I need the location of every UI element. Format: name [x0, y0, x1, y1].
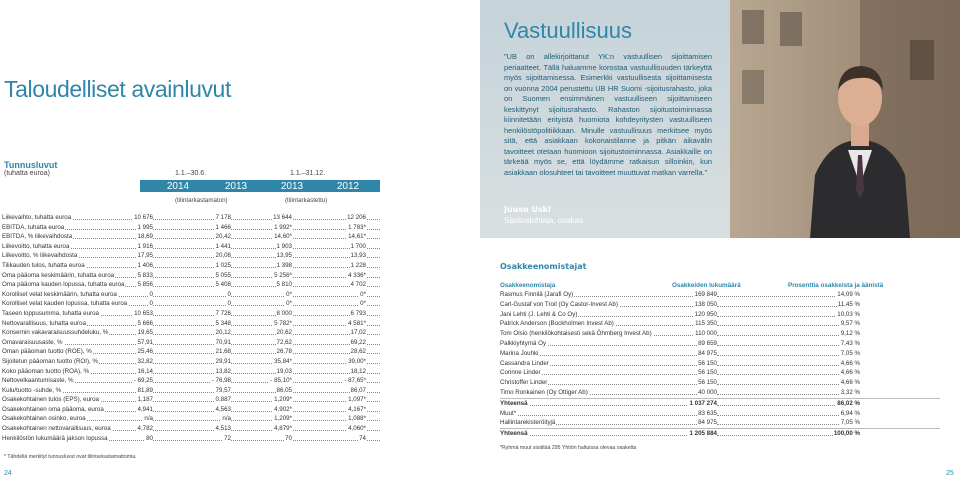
audit-label-2: (tilintarkastettu) [285, 197, 328, 204]
owner-row [500, 378, 940, 388]
key-figure-row [0, 347, 380, 357]
row-value: 20,62 [276, 329, 292, 337]
key-figure-row [0, 405, 380, 415]
dotted-leader [717, 365, 857, 366]
owner-name: Rasmus Finnilä (Jarafi Oy) [500, 291, 574, 298]
dotted-leader [717, 355, 857, 356]
row-value: 19,65 [137, 329, 153, 337]
row-value: 69,22 [350, 338, 366, 346]
owner-percent: 7,05 % [840, 349, 860, 357]
row-value: 18,12 [350, 367, 366, 375]
key-figure-row [0, 261, 380, 271]
row-label: Osakekohtainen oma pääoma, euroa [2, 405, 104, 413]
row-value: 8 000 [276, 309, 292, 317]
owner-shares: 1 037 274 [689, 399, 717, 407]
row-value: 1 995 [137, 223, 153, 231]
owner-percent: 4,66 % [840, 359, 860, 367]
page-number-left: 24 [4, 470, 12, 477]
page-number-right: 25 [946, 470, 954, 477]
owner-shares: 56 150 [698, 359, 717, 367]
row-value: 18,69 [137, 233, 153, 241]
section-title-right: Vastuullisuus [504, 18, 632, 43]
owner-shares: 120 950 [694, 310, 717, 318]
row-label: Osakekohtainen osinko, euroa [2, 415, 86, 423]
row-value: 29,91 [215, 357, 231, 365]
row-label: Konsernin vakavaraisuussuhdeluku, % [2, 329, 109, 337]
owner-row [500, 329, 940, 339]
owner-name: Tom Olsio (henkilökohtaisesti sekä Öhmberg Invest Ab) [500, 330, 652, 338]
key-figure-row [0, 367, 380, 377]
row-label: Nettovarallisuus, tuhatta euroa [2, 319, 86, 327]
row-value: 6 793 [350, 309, 366, 317]
caption-role: Sijoitusjohtaja, osakas [504, 216, 584, 225]
key-figure-row [0, 232, 380, 242]
row-value: 4,513 [215, 425, 231, 433]
owners-note: *Ryhmä muut sisältää 295 Yhtiön haltuissa olevaa osaketta [500, 445, 637, 451]
owner-row [500, 398, 940, 409]
row-value: 0 [149, 300, 153, 308]
row-label: Liikevoitto, % liikevaihdosta [2, 252, 78, 260]
row-value: n/a [222, 415, 231, 423]
row-value: - 76,98 [211, 377, 231, 385]
row-label: Oma pääoma keskimäärin, tuhatta euroa [2, 271, 115, 279]
year-2013a: 2013 [224, 181, 248, 192]
owner-name: Hallintarekisteröityjä [500, 419, 556, 427]
row-value: 5 666 [137, 319, 153, 327]
dotted-leader [717, 424, 857, 425]
row-value: 13 644 [273, 214, 292, 221]
row-value: 0 [149, 290, 153, 298]
year-2012: 2012 [336, 181, 360, 192]
page-title: Taloudelliset avainluvut [4, 76, 231, 102]
row-value: 39,00* [348, 357, 366, 365]
owner-name: Timo Ronkainen (Oy Ottiger Ab) [500, 388, 588, 396]
owner-shares: 83 635 [698, 409, 717, 417]
row-value: 17,95 [137, 252, 153, 260]
row-value: 0* [360, 290, 366, 298]
row-value: 1,097* [348, 396, 366, 404]
owner-row [500, 349, 940, 359]
row-label: Kulu/tuotto -suhde, % [2, 386, 62, 394]
row-value: 5 256* [274, 271, 292, 279]
key-figure-row [0, 251, 380, 261]
owner-percent: 14,09 % [837, 291, 860, 298]
owner-shares: 1 205 884 [689, 430, 717, 438]
row-value: 20,08 [215, 252, 231, 260]
owner-shares: 89 659 [698, 339, 717, 347]
row-label: Liikevoitto, tuhatta euroa [2, 242, 70, 250]
row-value: 0* [360, 300, 366, 308]
audit-label-1: (tilintarkastamaton) [175, 197, 228, 204]
owner-row [500, 290, 940, 300]
row-label: Liikevaihto, tuhatta euroa [2, 214, 72, 221]
year-2014: 2014 [166, 181, 190, 192]
owner-name: Patrick Anderson (Bockholmen Invest Ab) [500, 320, 614, 328]
owners-header-pct: Prosenttia osakkeista ja äänistä [788, 282, 884, 289]
key-figures-table [0, 213, 380, 443]
owner-row [500, 339, 940, 349]
row-value: 4,902* [274, 405, 292, 413]
dotted-leader [500, 435, 715, 436]
dotted-leader [500, 405, 715, 406]
owner-name: Cassandra Linder [500, 359, 549, 367]
row-value: 19,03 [276, 367, 292, 375]
owner-row [500, 319, 940, 329]
quote-text: "UB on allekirjoittanut YK:n vastuullisen sijoittamisen periaatteet. Tällä haluamme korostaa vastuullisuuden tärkeyttä myös sijoittamisessa. Esimerkki vastuullisesta sijoittamisesta on vuonna 2004 perustettu UB HR Suomi -sijoitusrahasto, joka on Suomen ensimmäinen vastuulliseen sijoittamiseen keskittynyt sijoitusrahasto. Rahaston sijoitustoiminnassa kiinnitetään erityistä huomiota kohdeyritysten vastuulliseen henkilöstöpolitiikkaan. Minulle vastuullisuus merkitsee myös sitä, että asiakkaan kokonaistilanne ja pitkän aikavälin tavoitteet otetaan huomioon sijoitustoiminnassa. Asiakkaille on tärkeää myös se, että löydämme ratkaisun silloinkin, kun asiakkaan olosuhteet tai tavoitteet muuttuvat matkan varrella." [504, 52, 712, 177]
owner-name: Yhteensä [500, 430, 528, 438]
section-subtitle: (tuhatta euroa) [4, 170, 50, 177]
row-value: 5 810 [276, 281, 292, 289]
key-figure-row [0, 338, 380, 348]
key-figure-row [0, 357, 380, 367]
row-value: 28,62 [350, 348, 366, 356]
row-value: - 87,65* [344, 377, 366, 385]
footnote: * Tähdellä merkityt tunnusluvut ovat tilintarkastamattomia. [4, 454, 137, 460]
row-value: 1 228 [350, 261, 366, 269]
row-value: 80 [146, 434, 153, 442]
owner-shares: 40 000 [698, 388, 717, 396]
owner-row [500, 359, 940, 369]
row-value: 72 [224, 434, 231, 442]
row-value: 16,14 [137, 367, 153, 375]
row-value: 1 466 [215, 223, 231, 231]
row-value: 0 [227, 300, 231, 308]
dotted-leader [717, 345, 857, 346]
owner-percent: 86,02 % [837, 399, 860, 407]
owner-row [500, 310, 940, 320]
owner-shares: 56 150 [698, 379, 717, 387]
row-value: 4,167* [348, 405, 366, 413]
row-value: 5 348 [215, 319, 231, 327]
key-figure-row [0, 319, 380, 329]
owner-percent: 7,43 % [840, 339, 860, 347]
row-value: 20,42 [215, 233, 231, 241]
row-value: 14,60* [274, 233, 292, 241]
row-value: - 69,25 [133, 377, 153, 385]
key-figure-row [0, 223, 380, 233]
row-value: 5 833 [137, 271, 153, 279]
owner-shares: 169 849 [694, 291, 717, 298]
row-label: Korolliset velat keskimäärin, tuhatta euroa [2, 290, 117, 298]
owner-shares: 84 975 [698, 419, 717, 427]
row-value: 32,82 [137, 357, 153, 365]
row-label: Sijoitetun pääoman tuotto (ROI), % [2, 357, 98, 365]
row-value: 4,879* [274, 425, 292, 433]
row-value: 4,563 [215, 405, 231, 413]
key-figure-row [0, 414, 380, 424]
row-label: Henkilöstön lukumäärä jakson lopussa [2, 434, 108, 442]
row-label: Nettovelkaantumisaste, % [2, 377, 74, 385]
row-value: 10 653 [134, 309, 153, 317]
row-value: 4,782 [137, 425, 153, 433]
row-value: 1 700 [350, 242, 366, 250]
key-figure-row [0, 395, 380, 405]
owner-percent: 10,03 % [837, 310, 860, 318]
key-figure-row [0, 328, 380, 338]
row-value: 1 398 [276, 261, 292, 269]
owner-row [500, 428, 940, 439]
row-value: 86,07 [350, 386, 366, 394]
owner-percent: 9,57 % [840, 320, 860, 328]
row-value: 13,93 [350, 252, 366, 260]
row-value: 12 206 [347, 214, 366, 221]
owner-name: Carl-Gustaf von Troil (Oy Castor-Invest Ab) [500, 300, 618, 308]
row-value: 4 702 [350, 281, 366, 289]
owner-shares: 56 150 [698, 369, 717, 377]
owners-header-shares: Osakkeiden lukumäärä [672, 282, 741, 289]
owner-shares: 110 000 [695, 330, 717, 338]
key-figure-row [0, 213, 380, 223]
section-title: Tunnusluvut [4, 160, 58, 170]
row-value: 7 178 [215, 214, 231, 221]
key-figure-row [0, 242, 380, 252]
row-value: 4,060* [348, 425, 366, 433]
owner-name: Muut* [500, 409, 517, 417]
year-2013b: 2013 [280, 181, 304, 192]
row-label: Osakekohtainen nettovarallisuus, euroa [2, 425, 111, 433]
dotted-leader [717, 325, 857, 326]
row-value: 0 [227, 290, 231, 298]
dotted-leader [500, 415, 715, 416]
row-label: Oma pääoma kauden lopussa, tuhatta euroa [2, 281, 125, 289]
row-value: 14,61* [348, 233, 366, 241]
row-value: 5 856 [137, 281, 153, 289]
owner-name: Christoffer Linder [500, 379, 548, 387]
row-value: 1 441 [215, 242, 231, 250]
owner-percent: 7,05 % [840, 419, 860, 427]
right-page [480, 0, 960, 477]
row-value: 1 406 [137, 261, 153, 269]
row-value: 4 336* [348, 271, 366, 279]
owner-row [500, 388, 940, 398]
row-value: 81,89 [137, 386, 153, 394]
row-label: EBITDA, tuhatta euroa [2, 223, 65, 231]
period-label-2: 1.1.–31.12. [290, 170, 326, 177]
owners-table [500, 290, 940, 439]
key-figure-row [0, 271, 380, 281]
owner-name: Corinne Linder [500, 369, 541, 377]
row-value: 4,941 [137, 405, 153, 413]
key-figure-row [0, 434, 380, 444]
owner-percent: 4,66 % [840, 369, 860, 377]
dotted-leader [717, 374, 857, 375]
row-value: 72,62 [276, 338, 292, 346]
key-figure-row [0, 309, 380, 319]
row-label: Tilikauden tulos, tuhatta euroa [2, 261, 85, 269]
dotted-leader [717, 415, 857, 416]
owner-row [500, 368, 940, 378]
row-value: 1,209* [274, 415, 292, 423]
owner-name: Marina Jouhki [500, 349, 539, 357]
key-figure-row [0, 386, 380, 396]
owners-title: Osakkeenomistajat [500, 262, 587, 271]
row-value: 79,57 [215, 386, 231, 394]
owner-shares: 138 050 [694, 300, 717, 308]
key-figure-row [0, 376, 380, 386]
owner-row [500, 409, 940, 419]
owner-shares: 84 975 [698, 349, 717, 357]
row-label: Osakekohtainen tulos (EPS), euroa [2, 396, 99, 404]
caption-name: Juuso Uski [504, 205, 551, 214]
owner-percent: 3,32 % [840, 388, 860, 396]
row-value: 1 783* [348, 223, 366, 231]
owner-shares: 115 350 [695, 320, 717, 328]
owners-header-name: Osakkeenomistaja [500, 282, 556, 289]
row-value: 20,12 [215, 329, 231, 337]
owner-row [500, 300, 940, 310]
row-label: Taseen loppusumma, tuhatta euroa [2, 309, 99, 317]
row-value: 5 055 [215, 271, 231, 279]
row-value: 17,02 [350, 329, 366, 337]
row-value: 1,088* [348, 415, 366, 423]
row-value: 5 408 [215, 281, 231, 289]
row-label: Koko pääoman tuotto (ROA), % [2, 367, 90, 375]
owner-row [500, 418, 940, 428]
row-value: 26,78 [276, 348, 292, 356]
owner-percent: 11,45 % [837, 300, 860, 308]
row-value: 1,209* [274, 396, 292, 404]
owner-name: Palkkiyhtymä Oy [500, 339, 547, 347]
owner-percent: 6,94 % [840, 409, 860, 417]
row-value: 21,68 [215, 348, 231, 356]
row-value: 4 581* [348, 319, 366, 327]
owner-percent: 4,66 % [840, 379, 860, 387]
row-value: 5 782* [274, 319, 292, 327]
owner-percent: 9,12 % [840, 330, 860, 338]
owner-percent: 100,00 % [833, 430, 860, 438]
row-value: 70 [285, 434, 292, 442]
row-value: 0* [286, 300, 292, 308]
row-value: n/a [144, 415, 153, 423]
row-label: EBITDA, % liikevaihdosta [2, 233, 73, 241]
owner-name: Jani Lehti (J. Lehti & Co Oy) [500, 310, 578, 318]
row-value: 35,84* [274, 357, 292, 365]
row-value: 0* [286, 290, 292, 298]
row-value: 1 025 [215, 261, 231, 269]
dotted-leader [717, 335, 857, 336]
row-label: Oman pääoman tuotto (ROE), % [2, 348, 92, 356]
row-value: 0,887 [215, 396, 231, 404]
row-value: 1 916 [137, 242, 153, 250]
row-value: 10 676 [134, 214, 153, 221]
dotted-leader [717, 394, 857, 395]
key-figure-row [0, 280, 380, 290]
row-value: 74 [359, 434, 366, 442]
row-value: 86,05 [276, 386, 292, 394]
row-value: 13,95 [276, 252, 292, 260]
row-value: 7 726 [215, 309, 231, 317]
owner-name: Yhteensä [500, 399, 528, 407]
row-value: 70,91 [215, 338, 231, 346]
key-figure-row [0, 299, 380, 309]
key-figure-row [0, 424, 380, 434]
row-value: 57,91 [137, 338, 153, 346]
row-value: 1,187 [137, 396, 153, 404]
row-value: 25,46 [137, 348, 153, 356]
row-value: 1 992* [274, 223, 292, 231]
row-value: 1 903 [276, 242, 292, 250]
row-label: Korolliset velat kauden lopussa, tuhatta euroa [2, 300, 128, 308]
key-figure-row [0, 290, 380, 300]
row-value: 13,82 [215, 367, 231, 375]
row-label: Omavaraisuusaste, % [2, 338, 63, 346]
dotted-leader [717, 384, 857, 385]
period-label-1: 1.1.–30.6. [175, 170, 207, 177]
row-value: - 85,10* [270, 377, 292, 385]
